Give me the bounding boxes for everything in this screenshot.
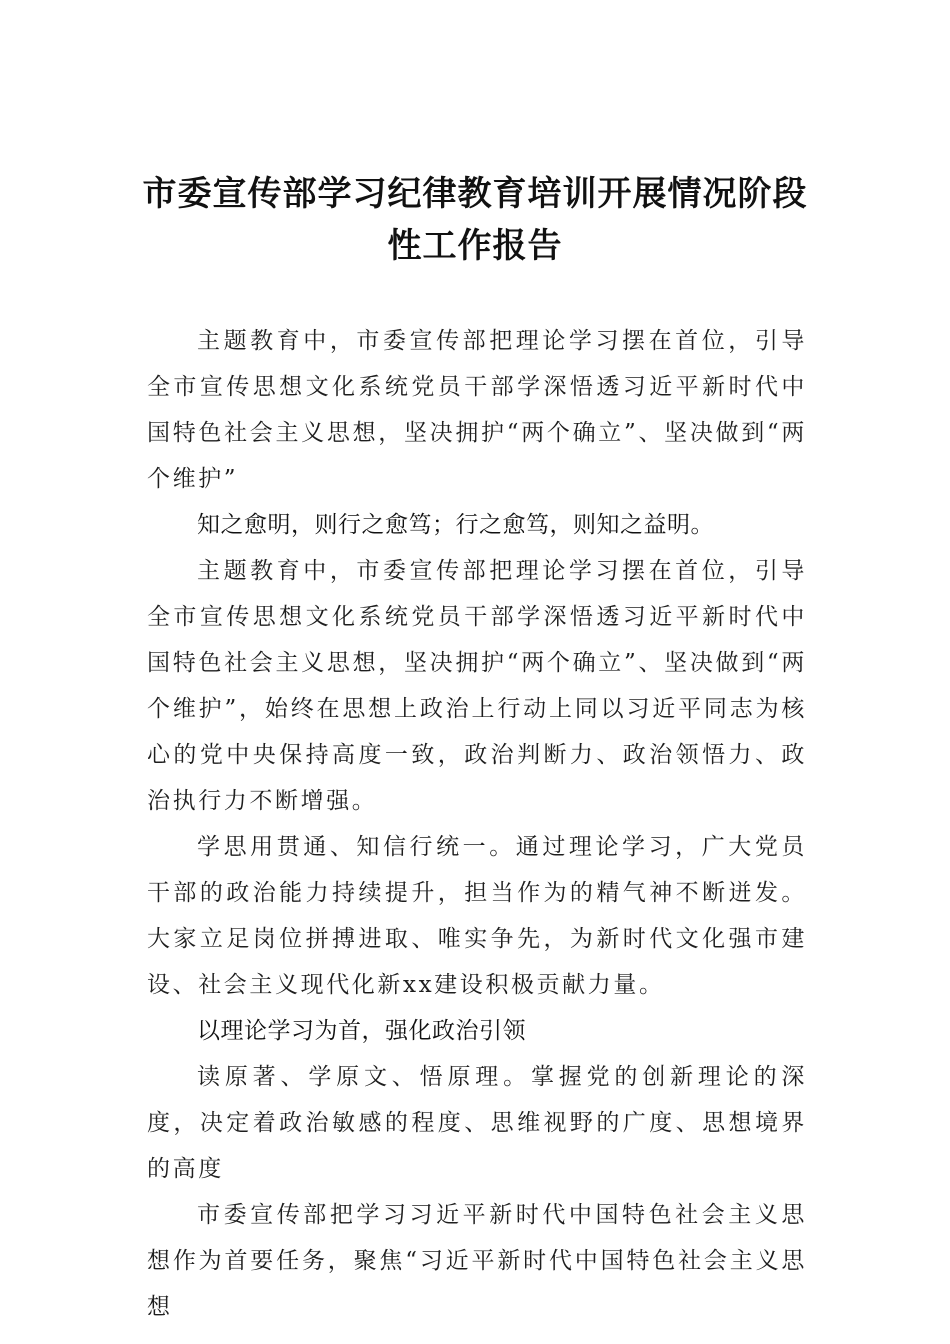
paragraph: 读原著、学原文、悟原理。掌握党的创新理论的深度，决定着政治敏感的程度、思维视野的广度、思想境界的高度: [147, 1064, 807, 1182]
paragraph: 学思用贯通、知信行统一。通过理论学习，广大党员干部的政治能力持续提升，担当作为的精气神不断迸发。大家立足岗位拼搏进取、唯实争先，为新时代文化强市建设、社会主义现代化新xx建设积极贡献力量。: [147, 834, 807, 998]
document-body: [147, 318, 807, 1330]
section-heading: 以理论学习为首，强化政治引领: [197, 1018, 526, 1044]
section-heading: 知之愈明，则行之愈笃；行之愈笃，则知之益明。: [197, 512, 714, 538]
document-title: 市委宣传部学习纪律教育培训开展情况阶段性工作报告: [142, 174, 808, 266]
paragraph: 主题教育中，市委宣传部把理论学习摆在首位，引导全市宣传思想文化系统党员干部学深悟透习近平新时代中国特色社会主义思想，坚决拥护“两个确立”、坚决做到“两个维护”: [147, 328, 807, 492]
paragraph: 市委宣传部把学习习近平新时代中国特色社会主义思想作为首要任务，聚焦“习近平新时代中国特色社会主义思想: [147, 1202, 807, 1320]
paragraph: 主题教育中，市委宣传部把理论学习摆在首位，引导全市宣传思想文化系统党员干部学深悟透习近平新时代中国特色社会主义思想，坚决拥护“两个确立”、坚决做到“两个维护”，始终在思想上政治上行动上同以习近平同志为核心的党中央保持高度一致，政治判断力、政治领悟力、政治执行力不断增强。: [147, 558, 807, 814]
